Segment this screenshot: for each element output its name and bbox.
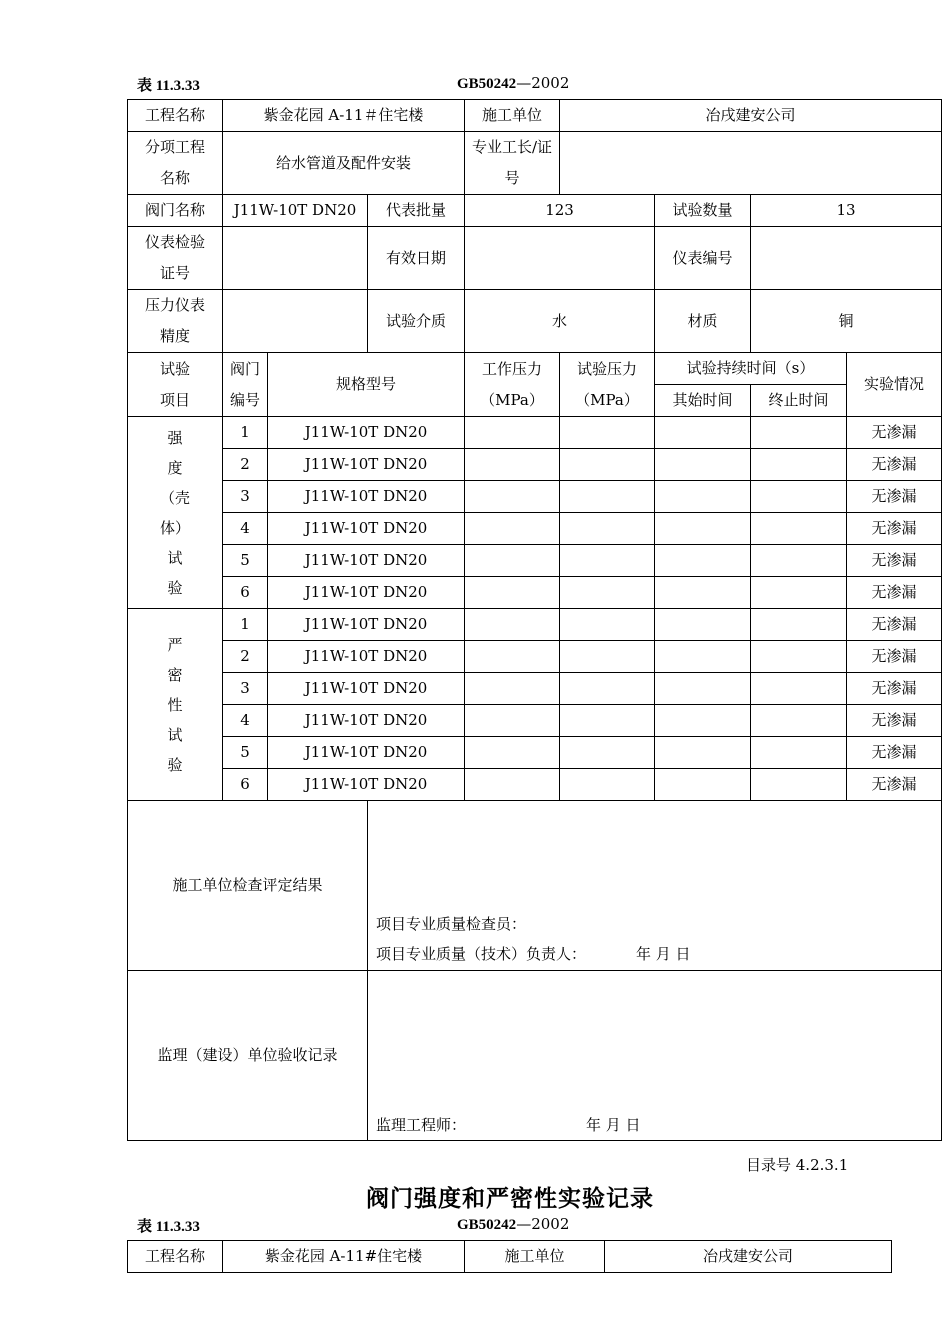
- test-qty-label: 试验数量: [655, 195, 751, 227]
- valve-no-cell: 5: [223, 545, 268, 577]
- result-cell: 无渗漏: [847, 705, 942, 737]
- test-qty-value: 13: [751, 195, 942, 227]
- table-number: 表 11.3.33: [137, 78, 200, 94]
- supervision-engineer-label: 监理工程师：: [376, 1116, 467, 1134]
- valve-no-header: [223, 353, 268, 417]
- end-time-cell: [751, 417, 847, 449]
- supervision-date: 年 月 日: [586, 1116, 641, 1134]
- meter-cert-label-line1: 仪表检验: [144, 233, 205, 251]
- precision-label-line1: 压力仪表: [144, 296, 205, 314]
- start-time-cell: [655, 705, 751, 737]
- start-time-cell: [655, 737, 751, 769]
- valve-name-value: J11W-10T DN20: [223, 195, 368, 227]
- table-row: [128, 705, 942, 737]
- project-name-value-2: 紫金花园 A-11#住宅楼: [223, 1241, 465, 1273]
- table-row: [128, 769, 942, 801]
- table-row: [128, 513, 942, 545]
- valve-no-cell: 3: [223, 481, 268, 513]
- end-time-cell: [751, 449, 847, 481]
- end-time-cell: [751, 481, 847, 513]
- end-time-header: 终止时间: [751, 385, 847, 417]
- tightness-label-char: 性: [167, 695, 183, 714]
- strength-label-char: 体）: [159, 518, 190, 537]
- spec-header: 规格型号: [268, 353, 465, 417]
- spec-cell: J11W-10T DN20: [268, 481, 465, 513]
- table-row: [128, 449, 942, 481]
- work-pressure-cell: [465, 481, 560, 513]
- result-cell: 无渗漏: [847, 545, 942, 577]
- spec-cell: J11W-10T DN20: [268, 737, 465, 769]
- contractor-value: 冶戌建安公司: [560, 100, 942, 132]
- strength-label-char: 强: [167, 428, 183, 447]
- valve-no-header-line2: 编号: [229, 390, 260, 409]
- result-cell: 无渗漏: [847, 737, 942, 769]
- quality-chief-line: [376, 944, 691, 964]
- valve-no-cell: 5: [223, 737, 268, 769]
- start-time-cell: [655, 513, 751, 545]
- test-pressure-cell: [560, 577, 655, 609]
- end-time-cell: [751, 737, 847, 769]
- test-pressure-cell: [560, 705, 655, 737]
- test-item-header-line2: 项目: [159, 390, 190, 409]
- valid-date-value: [465, 227, 655, 290]
- end-time-cell: [751, 769, 847, 801]
- foreman-value: [560, 132, 942, 195]
- contractor-value-2: 冶戌建安公司: [605, 1241, 892, 1273]
- work-pressure-cell: [465, 609, 560, 641]
- start-time-cell: [655, 769, 751, 801]
- end-time-cell: [751, 545, 847, 577]
- spec-cell: J11W-10T DN20: [268, 705, 465, 737]
- subitem-label: [128, 132, 223, 195]
- valve-name-label: 阀门名称: [128, 195, 223, 227]
- subitem-value: 给水管道及配件安装: [223, 132, 465, 195]
- start-time-cell: [655, 417, 751, 449]
- test-pressure-cell: [560, 769, 655, 801]
- valve-no-cell: 3: [223, 673, 268, 705]
- valve-no-cell: 4: [223, 705, 268, 737]
- inspection-signature-area: [368, 801, 942, 971]
- spec-cell: J11W-10T DN20: [268, 417, 465, 449]
- spec-cell: J11W-10T DN20: [268, 609, 465, 641]
- catalog-number: 目录号 4.2.3.1: [746, 1156, 849, 1174]
- test-pressure-cell: [560, 545, 655, 577]
- spec-cell: J11W-10T DN20: [268, 449, 465, 481]
- tightness-test-label: [128, 609, 223, 801]
- test-pressure-cell: [560, 449, 655, 481]
- table-row: [128, 737, 942, 769]
- table-row: [128, 609, 942, 641]
- test-pressure-cell: [560, 641, 655, 673]
- spec-cell: J11W-10T DN20: [268, 577, 465, 609]
- work-pressure-cell: [465, 449, 560, 481]
- valve-no-header-line1: 阀门: [229, 359, 260, 378]
- result-cell: 无渗漏: [847, 641, 942, 673]
- work-pressure-header: [465, 353, 560, 417]
- standard-code-2: [457, 1215, 569, 1234]
- result-header: 实验情况: [847, 353, 942, 417]
- duration-header: 试验持续时间（s）: [655, 353, 847, 385]
- valve-no-cell: 1: [223, 609, 268, 641]
- subitem-label-line1: 分项工程: [144, 138, 205, 156]
- tightness-label-char: 密: [167, 665, 183, 684]
- table-row: [128, 577, 942, 609]
- form-title: 阀门强度和严密性实验记录: [366, 1186, 654, 1212]
- start-time-cell: [655, 577, 751, 609]
- result-cell: 无渗漏: [847, 481, 942, 513]
- start-time-cell: [655, 449, 751, 481]
- work-pressure-header-line2: （MPa）: [480, 390, 544, 409]
- test-pressure-cell: [560, 673, 655, 705]
- meter-number-value: [751, 227, 942, 290]
- standard-code-year: —2002: [516, 74, 570, 92]
- precision-value: [223, 290, 368, 353]
- project-name-label-2: 工程名称: [128, 1241, 223, 1273]
- supervision-engineer-line: [376, 1115, 641, 1135]
- precision-label-line2: 精度: [159, 327, 190, 345]
- table-number-2: 表 11.3.33: [137, 1219, 200, 1235]
- table-row: [128, 641, 942, 673]
- start-time-cell: [655, 545, 751, 577]
- meter-cert-label: [128, 227, 223, 290]
- work-pressure-cell: [465, 513, 560, 545]
- start-time-cell: [655, 641, 751, 673]
- batch-label: 代表批量: [368, 195, 465, 227]
- medium-value: 水: [465, 290, 655, 353]
- contractor-label: 施工单位: [465, 100, 560, 132]
- work-pressure-cell: [465, 577, 560, 609]
- start-time-cell: [655, 481, 751, 513]
- project-name-label: 工程名称: [128, 100, 223, 132]
- strength-label-char: 验: [167, 578, 183, 597]
- tightness-label-char: 严: [167, 635, 183, 654]
- start-time-cell: [655, 609, 751, 641]
- table-row: [128, 417, 942, 449]
- valve-test-form: [127, 99, 942, 1141]
- test-pressure-cell: [560, 417, 655, 449]
- test-pressure-header-line1: 试验压力: [577, 359, 638, 378]
- end-time-cell: [751, 641, 847, 673]
- work-pressure-cell: [465, 705, 560, 737]
- material-value: 铜: [751, 290, 942, 353]
- result-cell: 无渗漏: [847, 769, 942, 801]
- test-item-header-line1: 试验: [159, 359, 190, 378]
- table-row: [128, 545, 942, 577]
- result-cell: 无渗漏: [847, 449, 942, 481]
- result-cell: 无渗漏: [847, 673, 942, 705]
- valve-no-cell: 6: [223, 577, 268, 609]
- strength-label-char: 度: [167, 458, 183, 477]
- foreman-label: 专业工长/证号: [465, 132, 560, 195]
- supervision-signature-area: [368, 971, 942, 1141]
- standard-code-2-year: —2002: [516, 1215, 570, 1233]
- strength-label-char: （壳: [159, 488, 190, 507]
- test-pressure-cell: [560, 481, 655, 513]
- spec-cell: J11W-10T DN20: [268, 673, 465, 705]
- standard-code: [457, 74, 569, 93]
- valve-test-form-2: [127, 1240, 892, 1273]
- result-cell: 无渗漏: [847, 417, 942, 449]
- meter-cert-label-line2: 证号: [159, 264, 190, 282]
- supervision-label: 监理（建设）单位验收记录: [128, 971, 368, 1141]
- work-pressure-cell: [465, 737, 560, 769]
- valve-no-cell: 2: [223, 449, 268, 481]
- precision-label: [128, 290, 223, 353]
- project-name-value: 紫金花园 A-11＃住宅楼: [223, 100, 465, 132]
- end-time-cell: [751, 673, 847, 705]
- test-pressure-header: [560, 353, 655, 417]
- table-row: [128, 481, 942, 513]
- work-pressure-header-line1: 工作压力: [482, 359, 543, 378]
- work-pressure-cell: [465, 545, 560, 577]
- meter-cert-value: [223, 227, 368, 290]
- end-time-cell: [751, 513, 847, 545]
- subitem-label-line2: 名称: [159, 169, 190, 187]
- strength-test-label: [128, 417, 223, 609]
- test-pressure-cell: [560, 609, 655, 641]
- material-label: 材质: [655, 290, 751, 353]
- test-item-header: [128, 353, 223, 417]
- valve-no-cell: 6: [223, 769, 268, 801]
- meter-number-label: 仪表编号: [655, 227, 751, 290]
- valve-no-cell: 2: [223, 641, 268, 673]
- test-pressure-header-line2: （MPa）: [575, 390, 639, 409]
- spec-cell: J11W-10T DN20: [268, 545, 465, 577]
- work-pressure-cell: [465, 769, 560, 801]
- tightness-label-char: 试: [167, 725, 183, 744]
- valve-no-cell: 4: [223, 513, 268, 545]
- start-time-header: 其始时间: [655, 385, 751, 417]
- contractor-label-2: 施工单位: [465, 1241, 605, 1273]
- table-row: [128, 673, 942, 705]
- spec-cell: J11W-10T DN20: [268, 769, 465, 801]
- work-pressure-cell: [465, 673, 560, 705]
- valve-no-cell: 1: [223, 417, 268, 449]
- standard-code-main: GB50242: [457, 76, 517, 92]
- batch-value: 123: [465, 195, 655, 227]
- result-cell: 无渗漏: [847, 609, 942, 641]
- test-pressure-cell: [560, 737, 655, 769]
- valid-date-label: 有效日期: [368, 227, 465, 290]
- standard-code-2-main: GB50242: [457, 1217, 517, 1233]
- end-time-cell: [751, 705, 847, 737]
- strength-label-char: 试: [167, 548, 183, 567]
- tightness-label-char: 验: [167, 755, 183, 774]
- result-cell: 无渗漏: [847, 513, 942, 545]
- test-pressure-cell: [560, 513, 655, 545]
- start-time-cell: [655, 673, 751, 705]
- result-cell: 无渗漏: [847, 577, 942, 609]
- spec-cell: J11W-10T DN20: [268, 641, 465, 673]
- work-pressure-cell: [465, 641, 560, 673]
- inspection-label: 施工单位检查评定结果: [128, 801, 368, 971]
- inspection-date: 年 月 日: [636, 945, 691, 963]
- end-time-cell: [751, 577, 847, 609]
- end-time-cell: [751, 609, 847, 641]
- quality-inspector-label: 项目专业质量检查员：: [376, 915, 527, 933]
- spec-cell: J11W-10T DN20: [268, 513, 465, 545]
- quality-chief-label: 项目专业质量（技术）负责人：: [376, 945, 587, 963]
- medium-label: 试验介质: [368, 290, 465, 353]
- work-pressure-cell: [465, 417, 560, 449]
